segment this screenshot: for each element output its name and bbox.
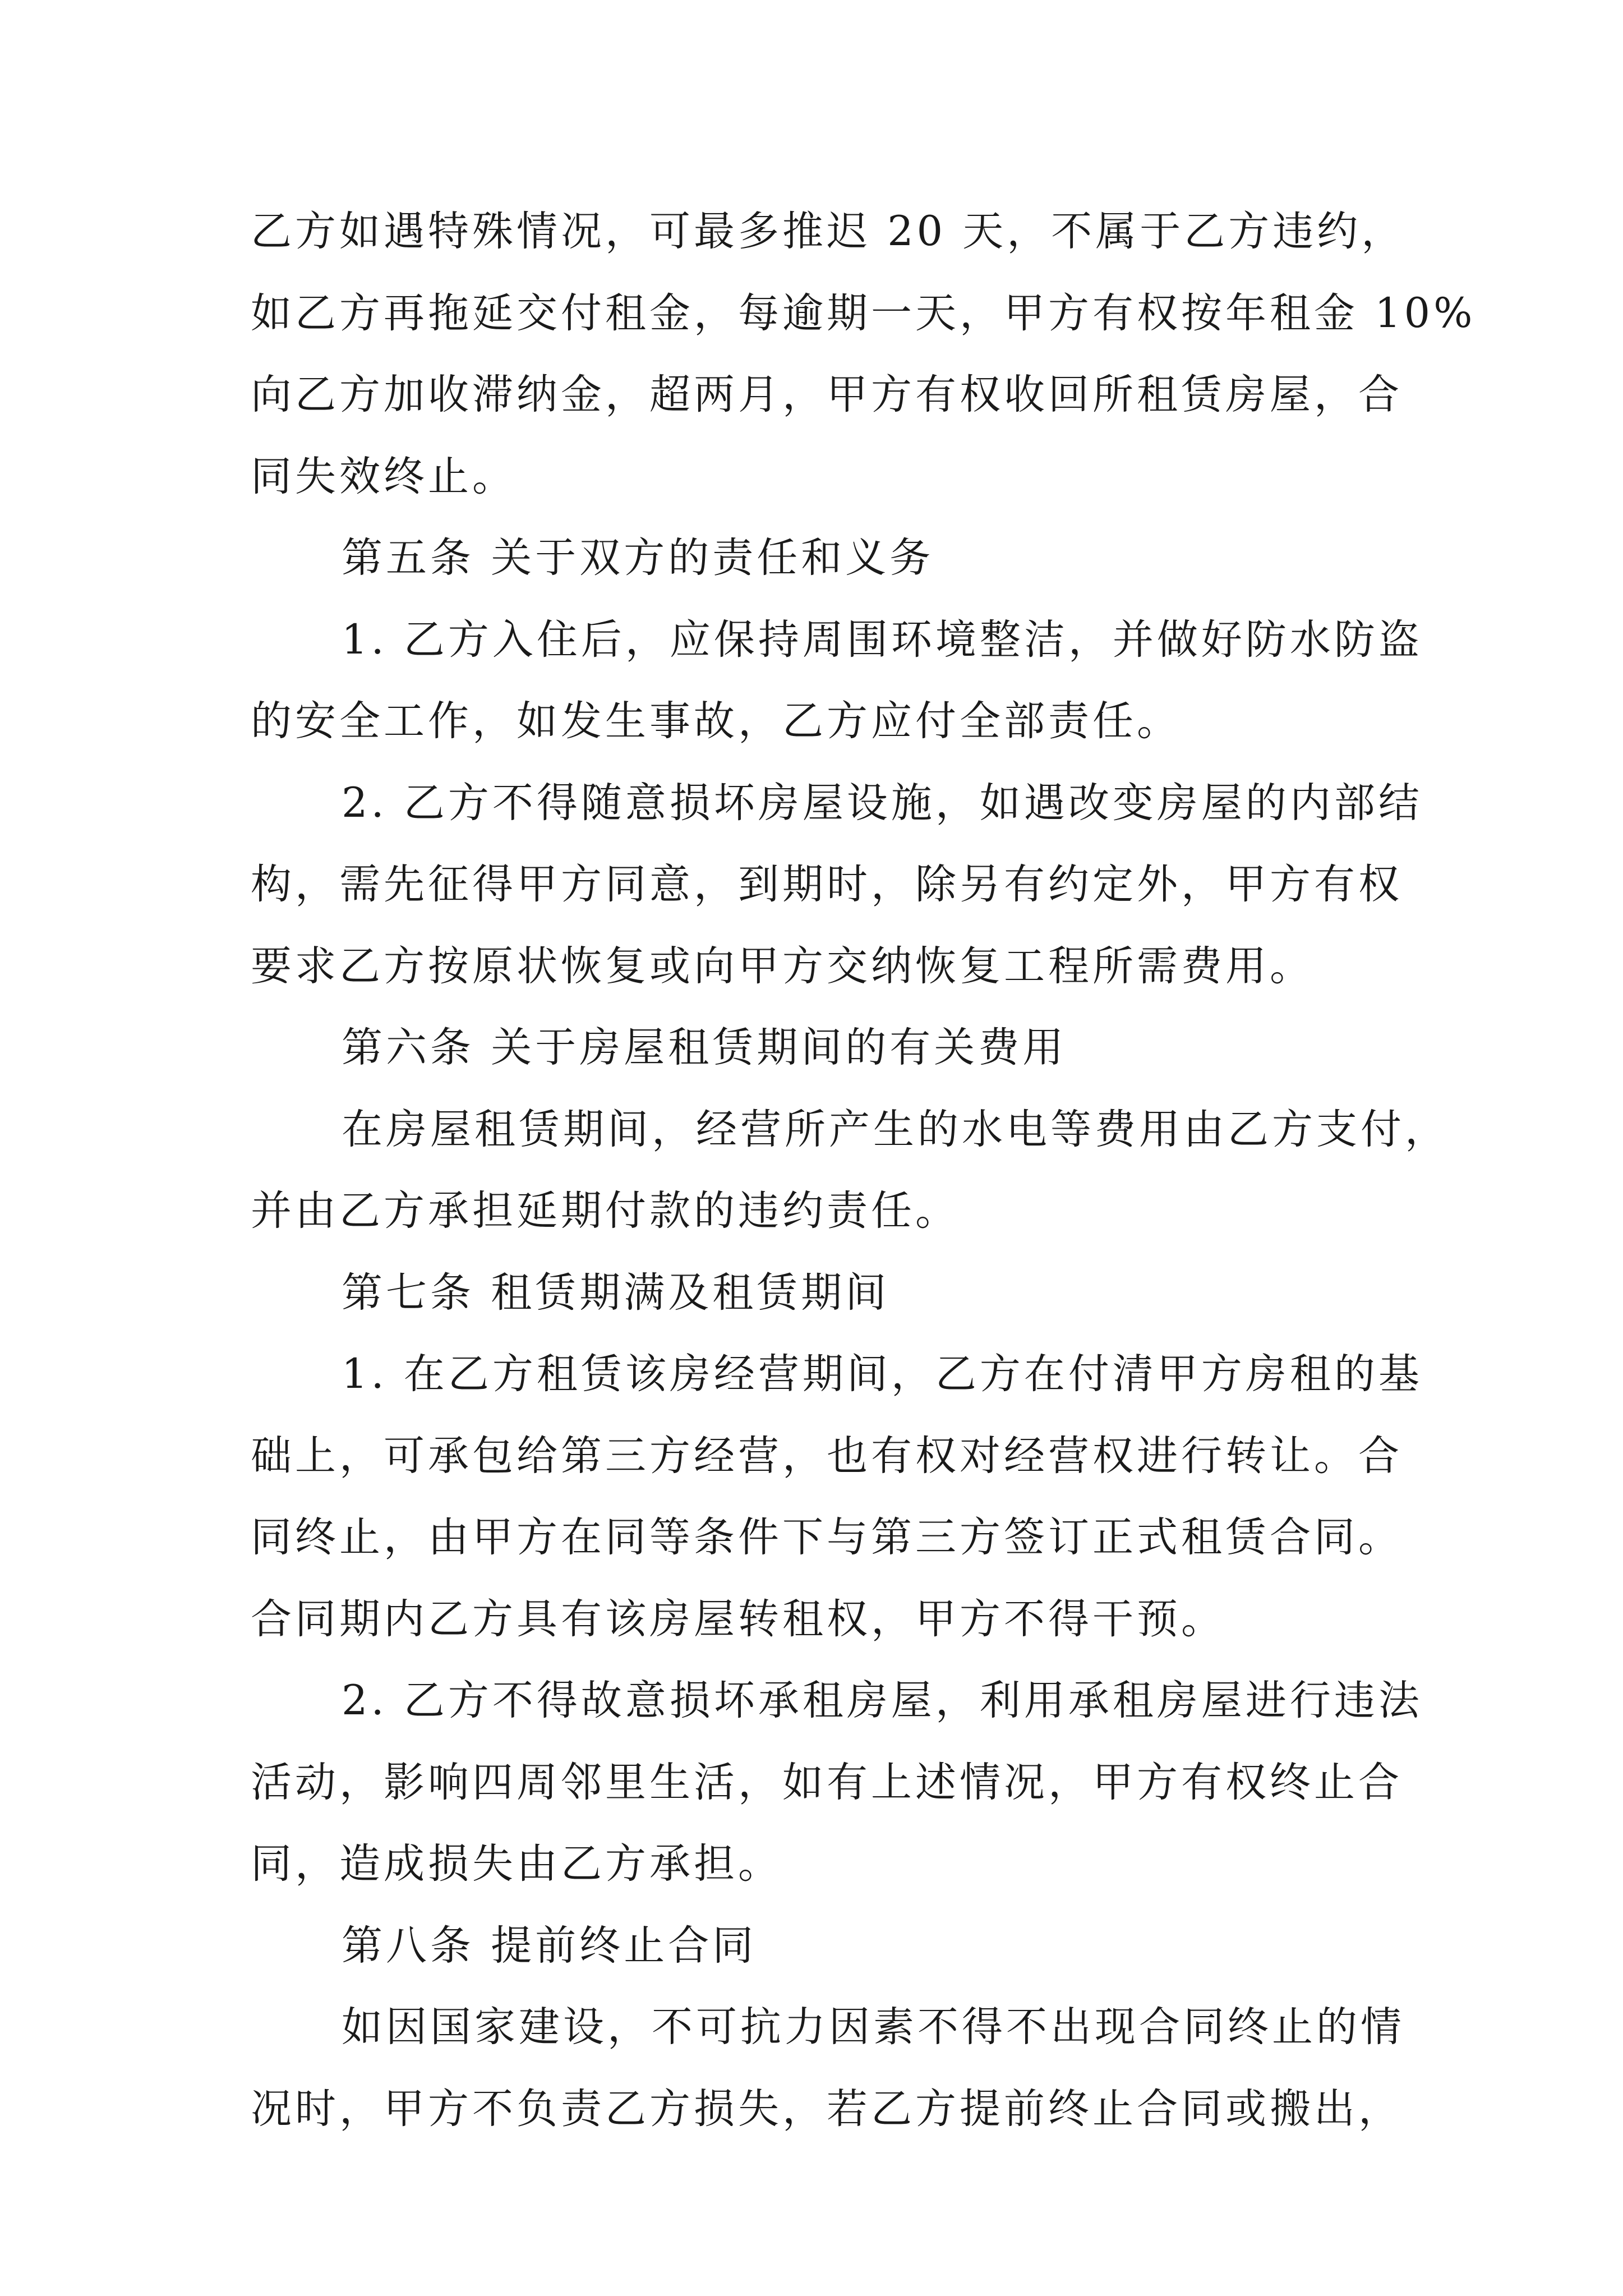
text-line: 向乙方加收滞纳金，超两月，甲方有权收回所租赁房屋，合	[251, 371, 1403, 418]
section-heading: 第八条 提前终止合同	[342, 1921, 757, 1970]
document-body	[251, 191, 1476, 2150]
text-line: 2. 乙方不得故意损坏承租房屋，利用承租房屋进行违法	[342, 1677, 1423, 1724]
section-heading: 第五条 关于双方的责任和义务	[342, 534, 934, 582]
text-line: 合同期内乙方具有该房屋转租权，甲方不得干预。	[251, 1595, 1225, 1643]
text-line: 2. 乙方不得随意损坏房屋设施，如遇改变房屋的内部结	[342, 779, 1423, 827]
text-line: 同，造成损失由乙方承担。	[251, 1840, 782, 1888]
text-line: 乙方如遇特殊情况，可最多推迟 20 天，不属于乙方违约，	[251, 208, 1406, 255]
text-line: 的安全工作，如发生事故，乙方应付全部责任。	[251, 697, 1181, 745]
text-line: 如乙方再拖延交付租金，每逾期一天，甲方有权按年租金 10%	[251, 289, 1476, 337]
text-line: 如因国家建设，不可抗力因素不得不出现合同终止的情	[342, 2003, 1405, 2051]
text-line: 在房屋租赁期间，经营所产生的水电等费用由乙方支付，	[342, 1105, 1449, 1153]
text-line: 构，需先征得甲方同意，到期时，除另有约定外，甲方有权	[251, 861, 1403, 908]
text-line: 1. 乙方入住后，应保持周围环境整洁，并做好防水防盗	[342, 615, 1423, 664]
text-line: 础上，可承包给第三方经营，也有权对经营权进行转让。合	[251, 1432, 1403, 1480]
text-line: 活动，影响四周邻里生活，如有上述情况，甲方有权终止合	[251, 1758, 1403, 1806]
section-heading: 第七条 租赁期满及租赁期间	[342, 1268, 890, 1317]
text-line: 同终止，由甲方在同等条件下与第三方签订正式租赁合同。	[251, 1513, 1403, 1561]
text-line: 要求乙方按原状恢复或向甲方交纳恢复工程所需费用。	[251, 942, 1314, 990]
text-line: 同失效终止。	[251, 452, 517, 500]
text-line: 并由乙方承担延期付款的违约责任。	[251, 1187, 960, 1235]
section-heading: 第六条 关于房屋租赁期间的有关费用	[342, 1024, 1067, 1071]
text-line: 1. 在乙方租赁该房经营期间，乙方在付清甲方房租的基	[342, 1350, 1423, 1398]
text-line: 况时，甲方不负责乙方损失，若乙方提前终止合同或搬出，	[251, 2085, 1403, 2133]
